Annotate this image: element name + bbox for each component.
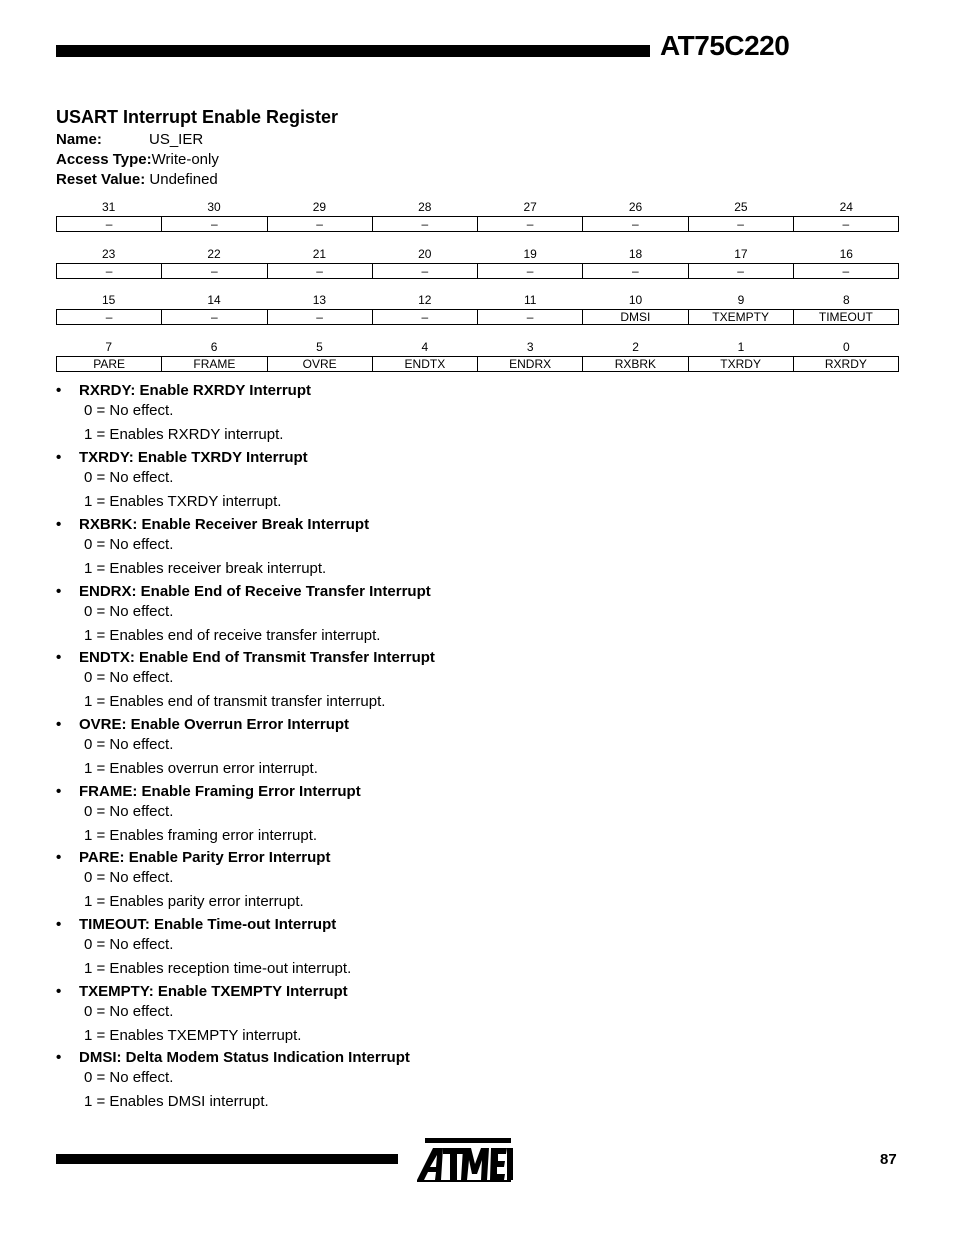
bit-field-cell: TXEMPTY (689, 310, 794, 324)
field-heading (56, 782, 756, 802)
bit-field-cell: ENDTX (373, 357, 478, 371)
bit-field-cell: – (373, 310, 478, 324)
field-description (56, 381, 756, 443)
value-one-text: 1 = Enables DMSI interrupt. (84, 1093, 269, 1110)
register-name-row (56, 131, 203, 148)
bit-field-cell: – (162, 264, 267, 278)
access-type-value: Write-only (151, 151, 219, 168)
bullet: • (56, 983, 62, 1000)
value-one-text: 1 = Enables parity error interrupt. (84, 893, 304, 910)
bit-number: 31 (102, 200, 116, 214)
bit-field-cell: OVRE (268, 357, 373, 371)
bit-field-cell: RXRDY (824, 357, 867, 371)
bit-number: 15 (102, 293, 116, 307)
field-heading (56, 848, 756, 868)
name-label: Name: (56, 131, 102, 148)
value-one-text: 1 = Enables reception time-out interrupt. (84, 960, 352, 977)
reset-value-value: Undefined (149, 171, 218, 188)
bit-number: 14 (207, 293, 221, 307)
bit-number: 23 (102, 247, 116, 261)
bit-number: 22 (207, 247, 221, 261)
field-description (56, 915, 756, 977)
bit-number: 30 (207, 200, 221, 214)
field-title: RXBRK: Enable Receiver Break Interrupt (79, 516, 370, 533)
field-description (56, 1048, 756, 1110)
bit-number: 21 (312, 247, 327, 261)
value-zero-text: 0 = No effect. (84, 803, 174, 820)
bit-field-cell: – (478, 217, 583, 231)
bit-field-cell: – (162, 310, 267, 324)
value-zero-text: 0 = No effect. (84, 402, 174, 419)
bit-field-row (56, 216, 899, 232)
field-heading (56, 515, 756, 535)
value-one-text: 1 = Enables receiver break interrupt. (84, 560, 327, 577)
bit-field-row (56, 309, 899, 325)
bit-number: 28 (418, 200, 432, 214)
bit-number: 17 (734, 247, 748, 261)
bit-number: 12 (418, 293, 432, 307)
field-heading (56, 648, 756, 668)
bit-number: 18 (628, 247, 643, 261)
bit-field-cell: – (268, 264, 373, 278)
bit-number: 26 (628, 200, 643, 214)
access-type-row (56, 151, 219, 168)
field-heading (56, 381, 756, 401)
bit-field-cell: – (478, 264, 583, 278)
field-title: RXRDY: Enable RXRDY Interrupt (79, 382, 311, 399)
document-title: AT75C220 (660, 30, 790, 61)
bullet: • (56, 783, 62, 800)
bit-field-cell: TXRDY (689, 357, 794, 371)
bit-number: 8 (842, 293, 850, 307)
field-title: ENDTX: Enable End of Transmit Transfer Interrupt (79, 649, 435, 666)
value-one-text: 1 = Enables TXRDY interrupt. (84, 493, 282, 510)
bit-field-cell: PARE (57, 357, 162, 371)
bit-number: 6 (210, 340, 218, 354)
field-title: PARE: Enable Parity Error Interrupt (79, 849, 331, 866)
value-zero-text: 0 = No effect. (84, 869, 174, 886)
bit-field-cell: – (57, 310, 162, 324)
bullet: • (56, 849, 62, 866)
bullet: • (56, 716, 62, 733)
value-one-text: 1 = Enables end of receive transfer interrupt. (84, 627, 381, 644)
value-zero-text: 0 = No effect. (84, 536, 174, 553)
value-zero-text: 0 = No effect. (84, 1003, 174, 1020)
page-number: 87 (880, 1151, 897, 1168)
bullet: • (56, 649, 62, 666)
register-row-group (56, 339, 899, 372)
bit-field-cell: – (842, 217, 850, 231)
field-description (56, 848, 756, 910)
bit-number: 16 (839, 247, 853, 261)
bit-number: 27 (523, 200, 537, 214)
bullet: • (56, 583, 62, 600)
bit-field-cell: FRAME (162, 357, 267, 371)
bit-field-cell: – (373, 217, 478, 231)
bit-field-cell: – (57, 264, 162, 278)
header-rule (56, 45, 650, 57)
field-title: TXEMPTY: Enable TXEMPTY Interrupt (79, 983, 348, 1000)
bit-number: 2 (632, 340, 639, 354)
bit-field-cell: – (689, 264, 794, 278)
register-row-group (56, 199, 899, 232)
bit-number: 1 (737, 340, 745, 354)
bit-number: 10 (628, 293, 643, 307)
value-one-text: 1 = Enables overrun error interrupt. (84, 760, 318, 777)
bullet: • (56, 382, 62, 399)
bit-number: 7 (105, 340, 113, 354)
bit-field-cell: – (57, 217, 162, 231)
bit-number: 4 (421, 340, 429, 354)
field-heading (56, 915, 756, 935)
bullet: • (56, 449, 62, 466)
section-title: USART Interrupt Enable Register (56, 107, 339, 127)
value-zero-text: 0 = No effect. (84, 669, 174, 686)
field-description (56, 648, 756, 710)
value-one-text: 1 = Enables framing error interrupt. (84, 827, 318, 844)
field-description (56, 715, 756, 777)
bit-number: 19 (523, 247, 537, 261)
bit-number: 5 (316, 340, 323, 354)
field-title: DMSI: Delta Modem Status Indication Interrupt (79, 1049, 410, 1066)
bit-number-row (56, 199, 899, 216)
value-zero-text: 0 = No effect. (84, 936, 174, 953)
bullet: • (56, 1049, 62, 1066)
footer-rule (56, 1154, 398, 1164)
bit-field-cell: – (373, 264, 478, 278)
bit-number: 29 (312, 200, 327, 214)
bit-field-cell: – (162, 217, 267, 231)
field-title: FRAME: Enable Framing Error Interrupt (79, 783, 361, 800)
bit-field-cell: – (268, 217, 373, 231)
bit-field-cell: DMSI (583, 310, 688, 324)
bullet: • (56, 916, 62, 933)
bit-field-cell: – (268, 310, 373, 324)
bit-number: 20 (418, 247, 432, 261)
bit-number: 25 (734, 200, 748, 214)
bit-field-cell: – (689, 217, 794, 231)
bit-field-row (56, 356, 899, 372)
bit-number: 13 (312, 293, 327, 307)
field-heading (56, 982, 756, 1002)
value-zero-text: 0 = No effect. (84, 736, 174, 753)
atmel-logo (413, 1136, 513, 1189)
value-zero-text: 0 = No effect. (84, 469, 174, 486)
field-description (56, 982, 756, 1044)
bit-field-cell: ENDRX (478, 357, 583, 371)
bit-field-cell: – (583, 217, 688, 231)
register-row-group (56, 246, 899, 279)
value-zero-text: 0 = No effect. (84, 603, 174, 620)
value-one-text: 1 = Enables end of transmit transfer interrupt. (84, 693, 386, 710)
field-description (56, 448, 756, 510)
bit-number-row (56, 339, 899, 356)
register-row-group (56, 292, 899, 325)
reset-value-label: Reset Value: (56, 171, 146, 188)
field-title: TIMEOUT: Enable Time-out Interrupt (79, 916, 337, 933)
access-type-label: Access Type: (56, 151, 152, 168)
field-heading (56, 582, 756, 602)
value-one-text: 1 = Enables TXEMPTY interrupt. (84, 1027, 302, 1044)
field-heading (56, 1048, 756, 1068)
field-description (56, 515, 756, 577)
field-title: TXRDY: Enable TXRDY Interrupt (79, 449, 308, 466)
bit-field-row (56, 263, 899, 279)
value-one-text: 1 = Enables RXRDY interrupt. (84, 426, 284, 443)
bullet: • (56, 516, 62, 533)
bit-field-cell: – (583, 264, 688, 278)
bit-field-cell: – (478, 310, 583, 324)
field-heading (56, 715, 756, 735)
bit-field-cell: TIMEOUT (818, 310, 873, 324)
bit-number-row (56, 292, 899, 309)
reset-value-row (56, 171, 218, 188)
bit-number: 9 (737, 293, 745, 307)
field-description (56, 582, 756, 644)
bit-number: 24 (839, 200, 853, 214)
bit-number: 3 (526, 340, 534, 354)
bit-field-cell: RXBRK (583, 357, 688, 371)
bit-number: 11 (523, 293, 537, 307)
field-description (56, 782, 756, 844)
name-value: US_IER (149, 131, 204, 148)
field-title: OVRE: Enable Overrun Error Interrupt (79, 716, 350, 733)
bit-number: 0 (842, 340, 850, 354)
bit-field-cell: – (842, 264, 850, 278)
field-heading (56, 448, 756, 468)
bit-number-row (56, 246, 899, 263)
field-title: ENDRX: Enable End of Receive Transfer Interrupt (79, 583, 431, 600)
value-zero-text: 0 = No effect. (84, 1069, 174, 1086)
